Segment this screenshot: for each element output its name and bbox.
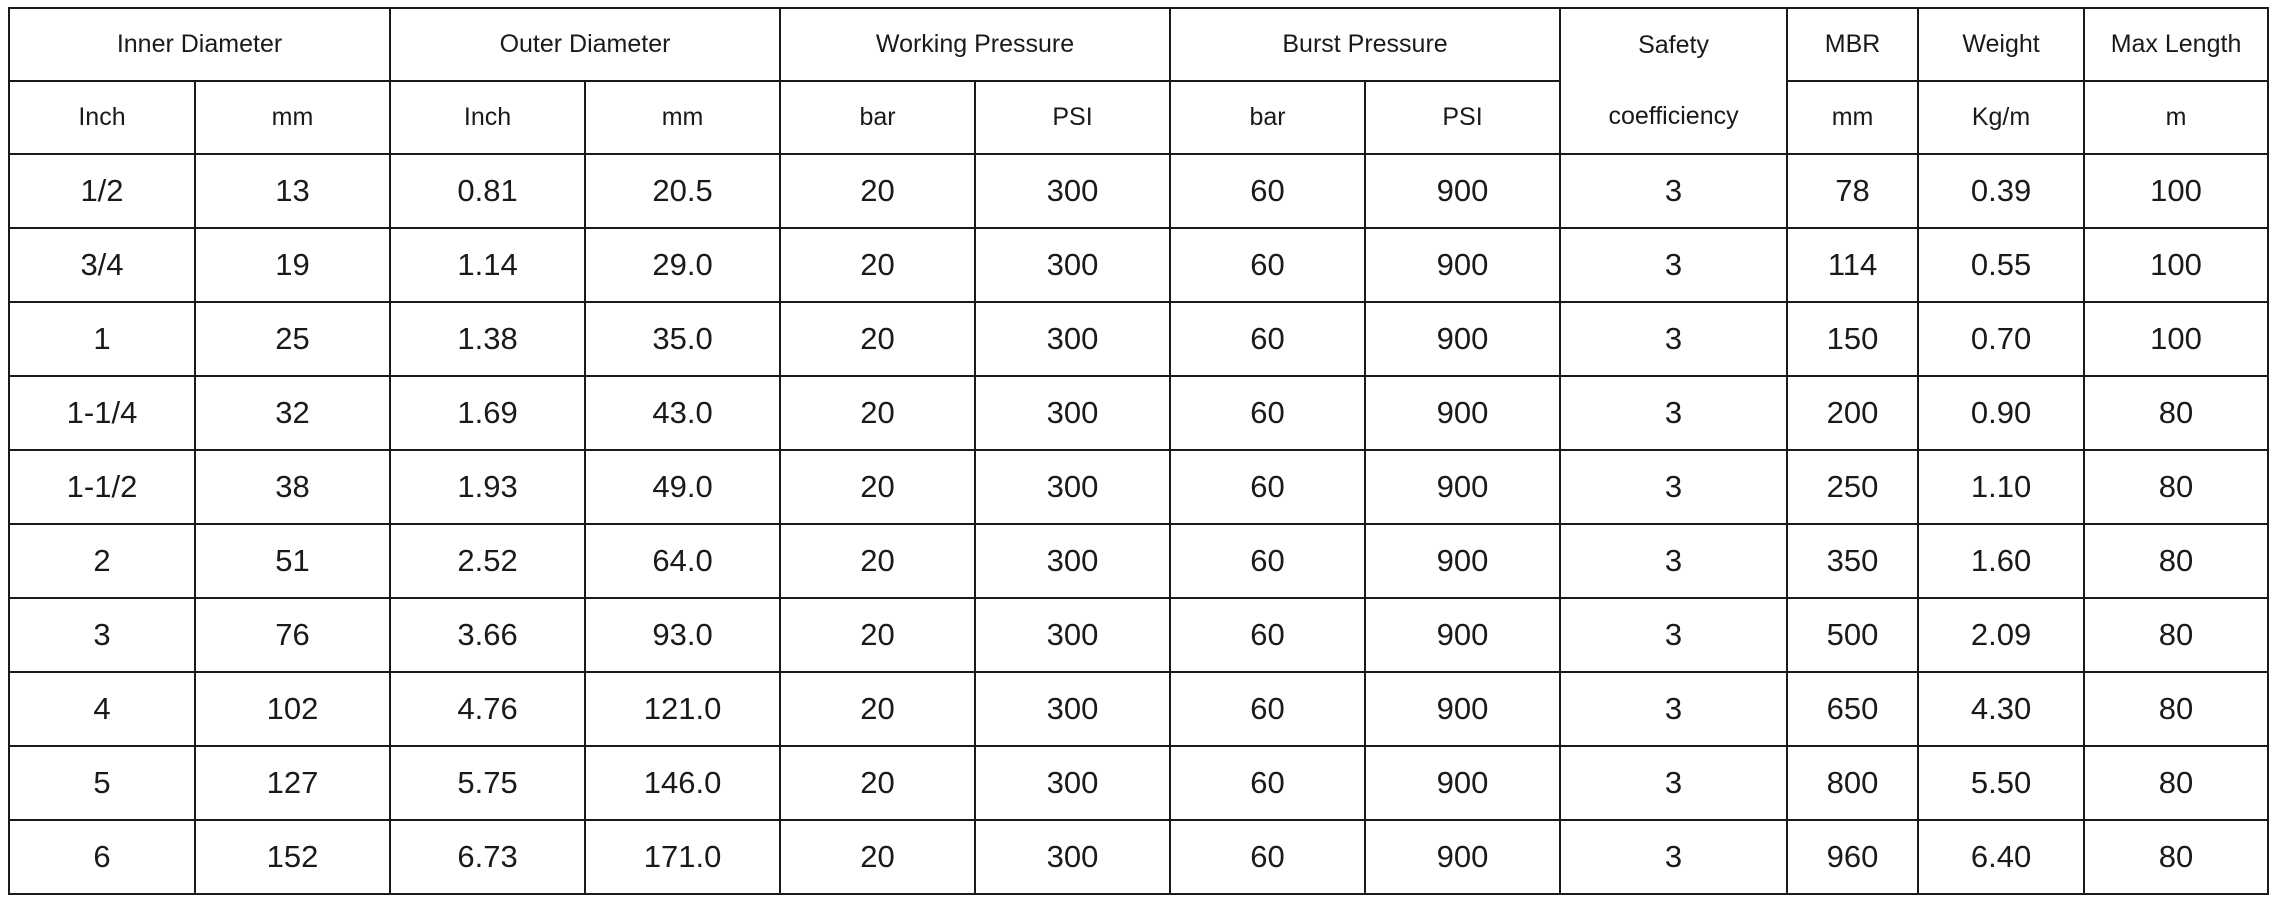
cell-working-psi: 300	[975, 154, 1170, 228]
cell-inner-inch: 6	[9, 820, 195, 894]
cell-outer-mm: 20.5	[585, 154, 780, 228]
cell-weight: 5.50	[1918, 746, 2084, 820]
cell-weight: 0.90	[1918, 376, 2084, 450]
cell-max-length: 80	[2084, 672, 2268, 746]
cell-weight: 0.70	[1918, 302, 2084, 376]
cell-safety: 3	[1560, 672, 1787, 746]
cell-working-psi: 300	[975, 302, 1170, 376]
cell-inner-mm: 13	[195, 154, 390, 228]
cell-working-bar: 20	[780, 228, 975, 302]
cell-outer-inch: 6.73	[390, 820, 585, 894]
cell-mbr: 114	[1787, 228, 1918, 302]
cell-outer-inch: 1.38	[390, 302, 585, 376]
hose-spec-table	[8, 7, 2269, 895]
cell-inner-inch: 4	[9, 672, 195, 746]
cell-inner-mm: 102	[195, 672, 390, 746]
cell-outer-mm: 29.0	[585, 228, 780, 302]
cell-safety: 3	[1560, 524, 1787, 598]
cell-safety: 3	[1560, 820, 1787, 894]
cell-max-length: 80	[2084, 820, 2268, 894]
cell-mbr: 250	[1787, 450, 1918, 524]
cell-working-bar: 20	[780, 820, 975, 894]
unit-outer-inch: Inch	[390, 81, 585, 154]
cell-max-length: 100	[2084, 154, 2268, 228]
header-safety-line2: coefficiency	[1608, 102, 1739, 130]
table-row	[9, 746, 2268, 820]
cell-burst-bar: 60	[1170, 820, 1365, 894]
cell-burst-psi: 900	[1365, 228, 1560, 302]
cell-burst-psi: 900	[1365, 302, 1560, 376]
cell-safety: 3	[1560, 450, 1787, 524]
cell-inner-inch: 5	[9, 746, 195, 820]
cell-burst-bar: 60	[1170, 228, 1365, 302]
cell-burst-psi: 900	[1365, 598, 1560, 672]
unit-inner-inch: Inch	[9, 81, 195, 154]
cell-working-psi: 300	[975, 524, 1170, 598]
header-row-units	[9, 81, 2268, 154]
cell-burst-bar: 60	[1170, 302, 1365, 376]
cell-burst-psi: 900	[1365, 524, 1560, 598]
cell-working-psi: 300	[975, 228, 1170, 302]
cell-mbr: 960	[1787, 820, 1918, 894]
cell-max-length: 80	[2084, 450, 2268, 524]
table-header	[9, 8, 2268, 154]
header-safety-line1: Safety	[1638, 31, 1709, 59]
header-safety-coefficiency	[1560, 8, 1787, 154]
header-weight: Weight	[1918, 8, 2084, 81]
cell-mbr: 200	[1787, 376, 1918, 450]
table-body	[9, 154, 2268, 894]
unit-mbr: mm	[1787, 81, 1918, 154]
cell-outer-inch: 1.69	[390, 376, 585, 450]
header-working-pressure: Working Pressure	[780, 8, 1170, 81]
cell-mbr: 500	[1787, 598, 1918, 672]
unit-max-length: m	[2084, 81, 2268, 154]
cell-inner-inch: 1/2	[9, 154, 195, 228]
table-row	[9, 228, 2268, 302]
cell-working-bar: 20	[780, 524, 975, 598]
cell-mbr: 150	[1787, 302, 1918, 376]
cell-outer-inch: 2.52	[390, 524, 585, 598]
table-row	[9, 302, 2268, 376]
header-outer-diameter: Outer Diameter	[390, 8, 780, 81]
cell-burst-bar: 60	[1170, 598, 1365, 672]
cell-inner-inch: 2	[9, 524, 195, 598]
cell-working-bar: 20	[780, 376, 975, 450]
cell-outer-inch: 5.75	[390, 746, 585, 820]
cell-burst-psi: 900	[1365, 154, 1560, 228]
cell-working-psi: 300	[975, 450, 1170, 524]
cell-working-psi: 300	[975, 598, 1170, 672]
cell-outer-mm: 171.0	[585, 820, 780, 894]
cell-burst-bar: 60	[1170, 154, 1365, 228]
cell-burst-bar: 60	[1170, 450, 1365, 524]
cell-safety: 3	[1560, 302, 1787, 376]
cell-mbr: 650	[1787, 672, 1918, 746]
table-row	[9, 598, 2268, 672]
cell-outer-inch: 4.76	[390, 672, 585, 746]
cell-inner-inch: 1-1/2	[9, 450, 195, 524]
cell-inner-mm: 76	[195, 598, 390, 672]
cell-safety: 3	[1560, 228, 1787, 302]
cell-burst-psi: 900	[1365, 376, 1560, 450]
cell-working-psi: 300	[975, 672, 1170, 746]
cell-weight: 4.30	[1918, 672, 2084, 746]
cell-working-bar: 20	[780, 450, 975, 524]
cell-working-bar: 20	[780, 746, 975, 820]
cell-working-psi: 300	[975, 746, 1170, 820]
unit-burst-psi: PSI	[1365, 81, 1560, 154]
cell-mbr: 78	[1787, 154, 1918, 228]
cell-weight: 0.55	[1918, 228, 2084, 302]
cell-max-length: 80	[2084, 598, 2268, 672]
cell-inner-inch: 1	[9, 302, 195, 376]
cell-max-length: 100	[2084, 228, 2268, 302]
cell-weight: 6.40	[1918, 820, 2084, 894]
cell-burst-psi: 900	[1365, 746, 1560, 820]
cell-inner-mm: 25	[195, 302, 390, 376]
table-row	[9, 450, 2268, 524]
cell-max-length: 80	[2084, 376, 2268, 450]
cell-working-psi: 300	[975, 820, 1170, 894]
cell-burst-bar: 60	[1170, 376, 1365, 450]
unit-weight: Kg/m	[1918, 81, 2084, 154]
header-burst-pressure: Burst Pressure	[1170, 8, 1560, 81]
cell-burst-bar: 60	[1170, 672, 1365, 746]
cell-burst-bar: 60	[1170, 746, 1365, 820]
header-mbr: MBR	[1787, 8, 1918, 81]
cell-safety: 3	[1560, 376, 1787, 450]
cell-working-bar: 20	[780, 302, 975, 376]
cell-inner-inch: 3	[9, 598, 195, 672]
cell-inner-inch: 1-1/4	[9, 376, 195, 450]
unit-working-bar: bar	[780, 81, 975, 154]
cell-burst-psi: 900	[1365, 672, 1560, 746]
cell-inner-mm: 38	[195, 450, 390, 524]
cell-burst-psi: 900	[1365, 820, 1560, 894]
cell-mbr: 800	[1787, 746, 1918, 820]
cell-working-bar: 20	[780, 672, 975, 746]
cell-safety: 3	[1560, 598, 1787, 672]
cell-inner-mm: 19	[195, 228, 390, 302]
cell-weight: 0.39	[1918, 154, 2084, 228]
cell-burst-bar: 60	[1170, 524, 1365, 598]
cell-outer-inch: 1.14	[390, 228, 585, 302]
cell-safety: 3	[1560, 746, 1787, 820]
cell-weight: 1.60	[1918, 524, 2084, 598]
table-row	[9, 820, 2268, 894]
cell-inner-mm: 127	[195, 746, 390, 820]
header-max-length: Max Length	[2084, 8, 2268, 81]
cell-outer-mm: 64.0	[585, 524, 780, 598]
cell-safety: 3	[1560, 154, 1787, 228]
cell-working-psi: 300	[975, 376, 1170, 450]
cell-outer-mm: 43.0	[585, 376, 780, 450]
cell-weight: 2.09	[1918, 598, 2084, 672]
cell-outer-mm: 93.0	[585, 598, 780, 672]
cell-outer-mm: 49.0	[585, 450, 780, 524]
cell-mbr: 350	[1787, 524, 1918, 598]
unit-inner-mm: mm	[195, 81, 390, 154]
cell-outer-mm: 35.0	[585, 302, 780, 376]
cell-max-length: 100	[2084, 302, 2268, 376]
cell-max-length: 80	[2084, 524, 2268, 598]
header-row-groups	[9, 8, 2268, 81]
unit-outer-mm: mm	[585, 81, 780, 154]
cell-outer-mm: 121.0	[585, 672, 780, 746]
cell-working-bar: 20	[780, 154, 975, 228]
cell-working-bar: 20	[780, 598, 975, 672]
table-row	[9, 672, 2268, 746]
cell-inner-mm: 152	[195, 820, 390, 894]
table-row	[9, 376, 2268, 450]
cell-outer-inch: 1.93	[390, 450, 585, 524]
cell-weight: 1.10	[1918, 450, 2084, 524]
cell-outer-mm: 146.0	[585, 746, 780, 820]
table-row	[9, 154, 2268, 228]
table-row	[9, 524, 2268, 598]
cell-burst-psi: 900	[1365, 450, 1560, 524]
cell-inner-mm: 51	[195, 524, 390, 598]
header-inner-diameter: Inner Diameter	[9, 8, 390, 81]
cell-outer-inch: 3.66	[390, 598, 585, 672]
cell-outer-inch: 0.81	[390, 154, 585, 228]
cell-inner-inch: 3/4	[9, 228, 195, 302]
cell-inner-mm: 32	[195, 376, 390, 450]
cell-max-length: 80	[2084, 746, 2268, 820]
hose-spec-table-container	[8, 7, 2267, 895]
unit-burst-bar: bar	[1170, 81, 1365, 154]
unit-working-psi: PSI	[975, 81, 1170, 154]
